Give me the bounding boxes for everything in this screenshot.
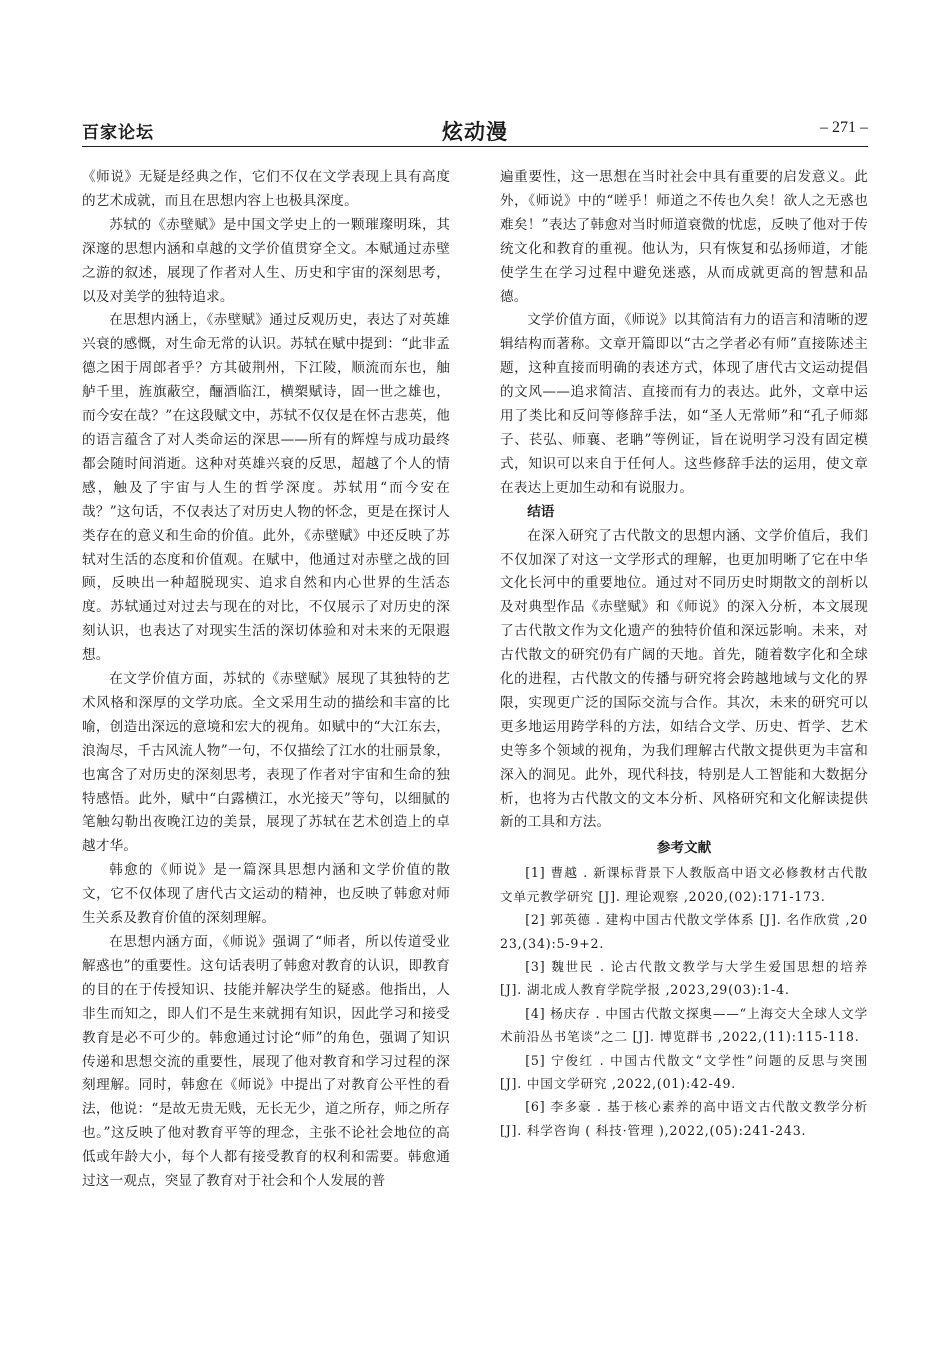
journal-section-title: 百家论坛 <box>82 123 154 143</box>
conclusion-paragraph: 在深入研究了古代散文的思想内涵、文学价值后，我们不仅加深了对这一文学形式的理解，也更加明晰了它在中华文化长河中的重要地位。通过对不同历史时期散文的剖析以及对典型作品《赤壁赋》和《师说》的深入分析，本文展现了古代散文作为文化遗产的独特价值和深远影响。未来，对古代散文的研究仍有广阔的天地。首先，随着数字化和全球化的进程，古代散文的传播与研究将会跨越地域与文化的界限，实现更广泛的国际交流与合作。其次，未来的研究可以更多地运用跨学科的方法，如结合文学、历史、哲学、艺术史等多个领域的视角，为我们理解古代散文提供更为丰富和深入的洞见。此外，现代科技，特别是人工智能和大数据分析，也将为古代散文的文本分析、风格研究和文化解读提供新的工具和方法。 <box>500 527 868 831</box>
reference-item: [3] 魏世民 . 论古代散文教学与大学生爱国思想的培养 [J]. 湖北成人教育学院学报 ,2023,29(03):1-4. <box>500 959 868 998</box>
conclusion-heading: 结语 <box>527 503 555 520</box>
page-header <box>82 118 868 142</box>
left-column <box>82 166 450 1194</box>
reference-item: [5] 宁俊红 . 中国古代散文“文学性”问题的反思与突围 [J]. 中国文学研究 ,2022,(01):42-49. <box>500 1052 868 1092</box>
paragraph: 文学价值方面，《师说》以其简洁有力的语言和清晰的逻辑结构而著称。文章开篇即以“古之学者必有师”直接陈述主题，这种直接而明确的表述方式，体现了唐代古文运动提倡的文风——追求简洁、直接而有力的表达。此外，文章中运用了类比和反问等修辞手法，如“圣人无常师”和“孔子师郯子、苌弘、师襄、老聃”等例证，旨在说明学习没有固定模式，知识可以来自于任何人。这些修辞手法的运用，使文章在表达上更加生动和有说服力。 <box>500 312 868 496</box>
reference-item: [1] 曹越 . 新课标背景下人教版高中语文必修教材古代散文单元教学研究 [J]. 理论观察 ,2020,(02):171-173. <box>500 865 868 904</box>
paragraph: 《师说》无疑是经典之作，它们不仅在文学表现上具有高度的艺术成就，而且在思想内容上也极具深度。 <box>82 169 450 209</box>
paragraph: 遍重要性，这一思想在当时社会中具有重要的启发意义。此外，《师说》中的“嗟乎！师道之不传也久矣！欲人之无惑也难矣！”表达了韩愈对当时师道衰微的忧虑，反映了他对于传统文化和教育的重视。他认为，只有恢复和弘扬师道，才能使学生在学习过程中避免迷惑，从而成就更高的智慧和品德。 <box>500 169 868 305</box>
references-list <box>500 861 868 1142</box>
paragraph: 苏轼的《赤壁赋》是中国文学史上的一颗璀璨明珠，其深邃的思想内涵和卓越的文学价值贯穿全文。本赋通过赤壁之游的叙述，展现了作者对人生、历史和宇宙的深刻思考，以及对美学的独特追求。 <box>82 216 450 305</box>
paragraph: 在思想内涵上，《赤壁赋》通过反观历史，表达了对英雄兴衰的感慨，对生命无常的认识。苏轼在赋中提到：“此非孟德之困于周郎者乎？方其破荆州，下江陵，顺流而东也，舳舻千里，旌旗蔽空，酾酒临江，横槊赋诗，固一世之雄也，而今安在哉？”在这段赋文中，苏轼不仅仅是在怀古悲英，他的语言蕴含了对人类命运的深思——所有的辉煌与成功最终都会随时间消逝。这种对英雄兴衰的反思，超越了个人的情感，触及了宇宙与人生的哲学深度。苏轼用“而今安在哉？”这句话，不仅表达了对历史人物的怀念，更是在探讨人类存在的意义和生命的价值。此外，《赤壁赋》中还反映了苏轼对生活的态度和价值观。在赋中，他通过对赤壁之战的回顾，反映出一种超脱现实、追求自然和内心世界的生活态度。苏轼通过对过去与现在的对比，不仅展示了对历史的深刻认识，也表达了对现实生活的深切体验和对未来的无限遐想。 <box>82 312 450 664</box>
reference-item: [2] 郭英德 . 建构中国古代散文学体系 [J]. 名作欣赏 ,2023,(34):5-9+2. <box>500 912 868 951</box>
reference-item: [4] 杨庆存 . 中国古代散文探奥——“上海交大全球人文学术前沿丛书笔谈”之二 [J]. 博览群书 ,2022,(11):115-118. <box>500 1005 868 1045</box>
paragraph: 在思想内涵方面，《师说》强调了“师者，所以传道受业解惑也”的重要性。这句话表明了韩愈对教育的认识，即教育的目的在于传授知识、技能并解决学生的疑惑。他指出，人非生而知之，即人们不是生来就拥有知识，因此学习和接受教育是必不可少的。韩愈通过讨论“师”的角色，强调了知识传递和思想交流的重要性，展现了他对教育和学习过程的深刻理解。同时，韩愈在《师说》中提出了对教育公平性的看法，他说：“是故无贵无贱，无长无少，道之所存，师之所存也。”这反映了他对教育平等的理念，主张不论社会地位的高低或年龄大小，每个人都有接受教育的权利和需要。韩愈通过这一观点，突显了教育对于社会和个人发展的普 <box>82 934 450 1190</box>
paragraph: 在文学价值方面，苏轼的《赤壁赋》展现了其独特的艺术风格和深厚的文学功底。全文采用生动的描绘和丰富的比喻，创造出深远的意境和宏大的视角。如赋中的“大江东去，浪淘尽，千古风流人物”一句，不仅描绘了江水的壮丽景象，也寓含了对历史的深刻思考，表现了作者对宇宙和生命的独特感悟。此外，赋中“白露横江，水光接天”等句，以细腻的笔触勾勒出夜晚江边的美景，展现了苏轼在艺术创造上的卓越才华。 <box>82 671 450 855</box>
header-rule <box>82 146 868 147</box>
page-number: – 271 – <box>820 119 868 136</box>
reference-item: [6] 李多豪 . 基于核心素养的高中语文古代散文教学分析 [J]. 科学咨询 ( 科技·管理 ),2022,(05):241-243. <box>500 1099 868 1138</box>
references-title: 参考文献 <box>656 840 712 857</box>
paragraph: 韩愈的《师说》是一篇深具思想内涵和文学价值的散文，它不仅体现了唐代古文运动的精神，也反映了韩愈对师生关系及教育价值的深刻理解。 <box>82 862 450 927</box>
magazine-title: 炫动漫 <box>442 119 508 144</box>
right-column <box>500 166 868 1142</box>
